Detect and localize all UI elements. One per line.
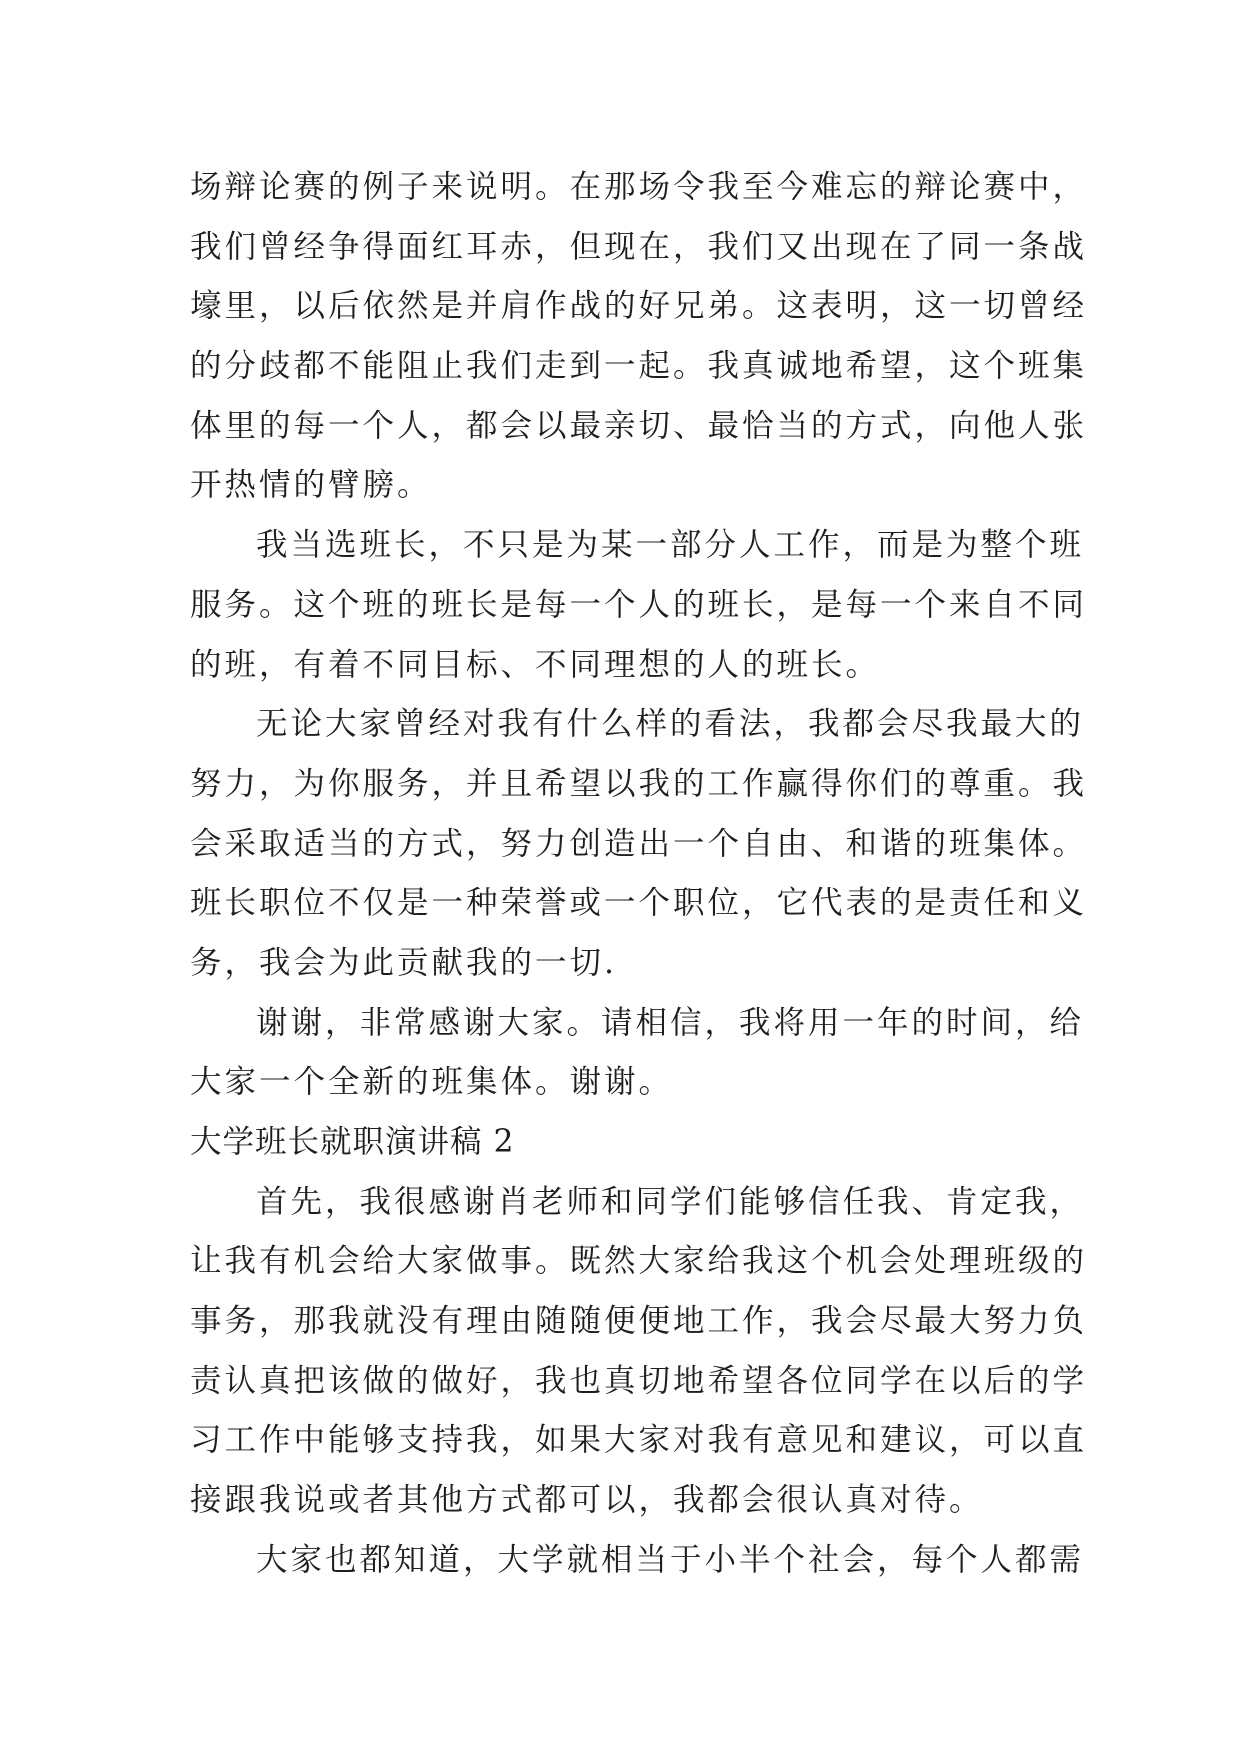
body-line: 让我有机会给大家做事。既然大家给我这个机会处理班级的 <box>190 1243 1088 1280</box>
body-line: 事务，那我就没有理由随随便便地工作，我会尽最大努力负 <box>190 1303 1088 1340</box>
body-line: 责认真把该做的做好，我也真切地希望各位同学在以后的学 <box>190 1362 1088 1399</box>
paragraph-start-line: 大家也都知道，大学就相当于小半个社会，每个人都需 <box>256 1541 1085 1578</box>
paragraph-start-line: 无论大家曾经对我有什么样的看法，我都会尽我最大的 <box>256 706 1085 743</box>
body-line: 大家一个全新的班集体。谢谢。 <box>190 1064 674 1101</box>
body-line: 的分歧都不能阻止我们走到一起。我真诚地希望，这个班集 <box>190 348 1088 385</box>
document-body <box>190 158 1088 1591</box>
body-line: 场辩论赛的例子来说明。在那场令我至今难忘的辩论赛中， <box>190 169 1088 205</box>
paragraph-start-line: 首先，我很感谢肖老师和同学们能够信任我、肯定我， <box>256 1183 1085 1220</box>
body-line: 班长职位不仅是一种荣誉或一个职位，它代表的是责任和义 <box>190 885 1088 922</box>
paragraph-start-line: 我当选班长，不只是为某一部分人工作，而是为整个班 <box>256 527 1085 564</box>
paragraph-start-line: 谢谢，非常感谢大家。请相信，我将用一年的时间，给 <box>256 1004 1085 1041</box>
body-line: 服务。这个班的班长是每一个人的班长，是每一个来自不同 <box>190 586 1088 623</box>
body-line: 开热情的臂膀。 <box>190 467 432 504</box>
body-line: 我们曾经争得面红耳赤，但现在，我们又出现在了同一条战 <box>190 228 1088 265</box>
body-line: 体里的每一个人，都会以最亲切、最恰当的方式，向他人张 <box>190 407 1088 444</box>
body-line: 会采取适当的方式，努力创造出一个自由、和谐的班集体。 <box>190 825 1088 862</box>
body-line: 的班，有着不同目标、不同理想的人的班长。 <box>190 646 881 683</box>
body-line: 壕里，以后依然是并肩作战的好兄弟。这表明，这一切曾经 <box>190 288 1088 325</box>
body-line: 接跟我说或者其他方式都可以，我都会很认真对待。 <box>190 1482 984 1519</box>
body-line: 习工作中能够支持我，如果大家对我有意见和建议，可以直 <box>190 1422 1088 1459</box>
body-line: 务，我会为此贡献我的一切. <box>190 944 618 981</box>
section-heading: 大学班长就职演讲稿 2 <box>190 1124 515 1160</box>
body-line: 努力，为你服务，并且希望以我的工作赢得你们的尊重。我 <box>190 765 1088 802</box>
